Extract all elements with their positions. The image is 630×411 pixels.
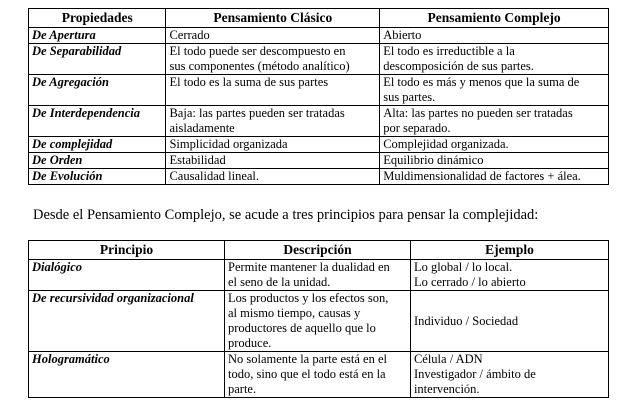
cell-line: Investigador / ámbito de	[413, 367, 536, 381]
cell-line: al mismo tiempo, causas y	[228, 306, 361, 320]
cell-clasico	[166, 106, 380, 137]
cell-complejo	[380, 28, 609, 44]
cell-line: Equilibrio dinámico	[383, 153, 484, 167]
header-descripcion: Descripción	[225, 241, 411, 260]
header-ejemplo: Ejemplo	[410, 241, 608, 260]
cell-line: Permite mantener la dualidad en	[228, 260, 390, 274]
cell-complejo	[380, 169, 609, 185]
table-row	[29, 106, 609, 137]
cell-line: Cerrado	[169, 28, 210, 42]
intro-sentence: Desde el Pensamiento Complejo, se acude a tres principios para pensar la complejidad:	[33, 207, 539, 223]
cell-clasico	[166, 28, 380, 44]
cell-line: El todo puede ser descompuesto en	[169, 44, 346, 58]
cell-line: No solamente la parte está en el	[228, 352, 387, 366]
header-principio: Principio	[29, 241, 225, 260]
table-row	[29, 260, 609, 291]
cell-line: Célula / ADN	[413, 352, 483, 366]
row-key: De Agregación	[29, 75, 166, 106]
principles-table	[28, 240, 609, 398]
table-header-row	[29, 9, 609, 28]
cell-line: Los productos y los efectos son,	[228, 291, 389, 305]
cell-line: intervención.	[413, 382, 480, 396]
cell-line: por separado.	[383, 121, 451, 135]
cell-line: Lo global / lo local.	[413, 260, 513, 274]
table-row	[29, 75, 609, 106]
cell-clasico	[166, 153, 380, 169]
cell-line: Muldimensionalidad de factores + álea.	[383, 169, 581, 183]
cell-line: sus partes.	[383, 90, 436, 104]
table-row	[29, 169, 609, 185]
row-key: De Apertura	[29, 28, 166, 44]
cell-descripcion	[225, 260, 411, 291]
cell-line: parte.	[228, 382, 257, 396]
cell-line: sus componentes (método analítico)	[169, 59, 350, 73]
cell-line: Baja: las partes pueden ser tratadas	[169, 106, 345, 120]
cell-clasico	[166, 137, 380, 153]
cell-ejemplo	[410, 291, 608, 352]
table-row	[29, 44, 609, 75]
cell-line: todo, sino que el todo está en la	[228, 367, 386, 381]
cell-line: Causalidad lineal.	[169, 169, 260, 183]
cell-line: productores de aquello que lo	[228, 321, 376, 335]
header-pensamiento-clasico: Pensamiento Clásico	[166, 9, 380, 28]
cell-complejo	[380, 44, 609, 75]
cell-line: Alta: las partes no pueden ser tratadas	[383, 106, 573, 120]
table-row	[29, 352, 609, 398]
cell-line: el seno de la unidad.	[228, 275, 331, 289]
row-key: De recursividad organizacional	[29, 291, 225, 352]
cell-line: Complejidad organizada.	[383, 137, 509, 151]
cell-line: Abierto	[383, 28, 422, 42]
cell-ejemplo	[410, 352, 608, 398]
cell-line: Estabilidad	[169, 153, 226, 167]
cell-line: Lo cerrado / lo abierto	[413, 275, 526, 289]
cell-line: Individuo / Sociedad	[413, 313, 519, 328]
cell-line: El todo es más y menos que la suma de	[383, 75, 580, 89]
header-pensamiento-complejo: Pensamiento Complejo	[380, 9, 609, 28]
cell-descripcion	[225, 291, 411, 352]
cell-line: El todo es irreductible a la	[383, 44, 515, 58]
cell-line: El todo es la suma de sus partes	[169, 75, 329, 89]
row-key: De Interdependencia	[29, 106, 166, 137]
cell-clasico	[166, 75, 380, 106]
cell-complejo	[380, 137, 609, 153]
cell-complejo	[380, 106, 609, 137]
row-key: Dialógico	[29, 260, 225, 291]
row-key: Hologramático	[29, 352, 225, 398]
row-key: De Evolución	[29, 169, 166, 185]
properties-table	[28, 8, 609, 185]
table-row	[29, 153, 609, 169]
header-propiedades: Propiedades	[29, 9, 166, 28]
table-row	[29, 291, 609, 352]
table-header-row	[29, 241, 609, 260]
cell-descripcion	[225, 352, 411, 398]
row-key: De Orden	[29, 153, 166, 169]
cell-ejemplo	[410, 260, 608, 291]
table-row	[29, 28, 609, 44]
cell-complejo	[380, 75, 609, 106]
cell-line: descomposición de sus partes.	[383, 59, 534, 73]
cell-clasico	[166, 169, 380, 185]
table-row	[29, 137, 609, 153]
cell-line: Simplicidad organizada	[169, 137, 288, 151]
cell-complejo	[380, 153, 609, 169]
row-key: De Separabilidad	[29, 44, 166, 75]
cell-line: produce.	[228, 336, 272, 350]
row-key: De complejidad	[29, 137, 166, 153]
cell-line: aisladamente	[169, 121, 235, 135]
cell-clasico	[166, 44, 380, 75]
